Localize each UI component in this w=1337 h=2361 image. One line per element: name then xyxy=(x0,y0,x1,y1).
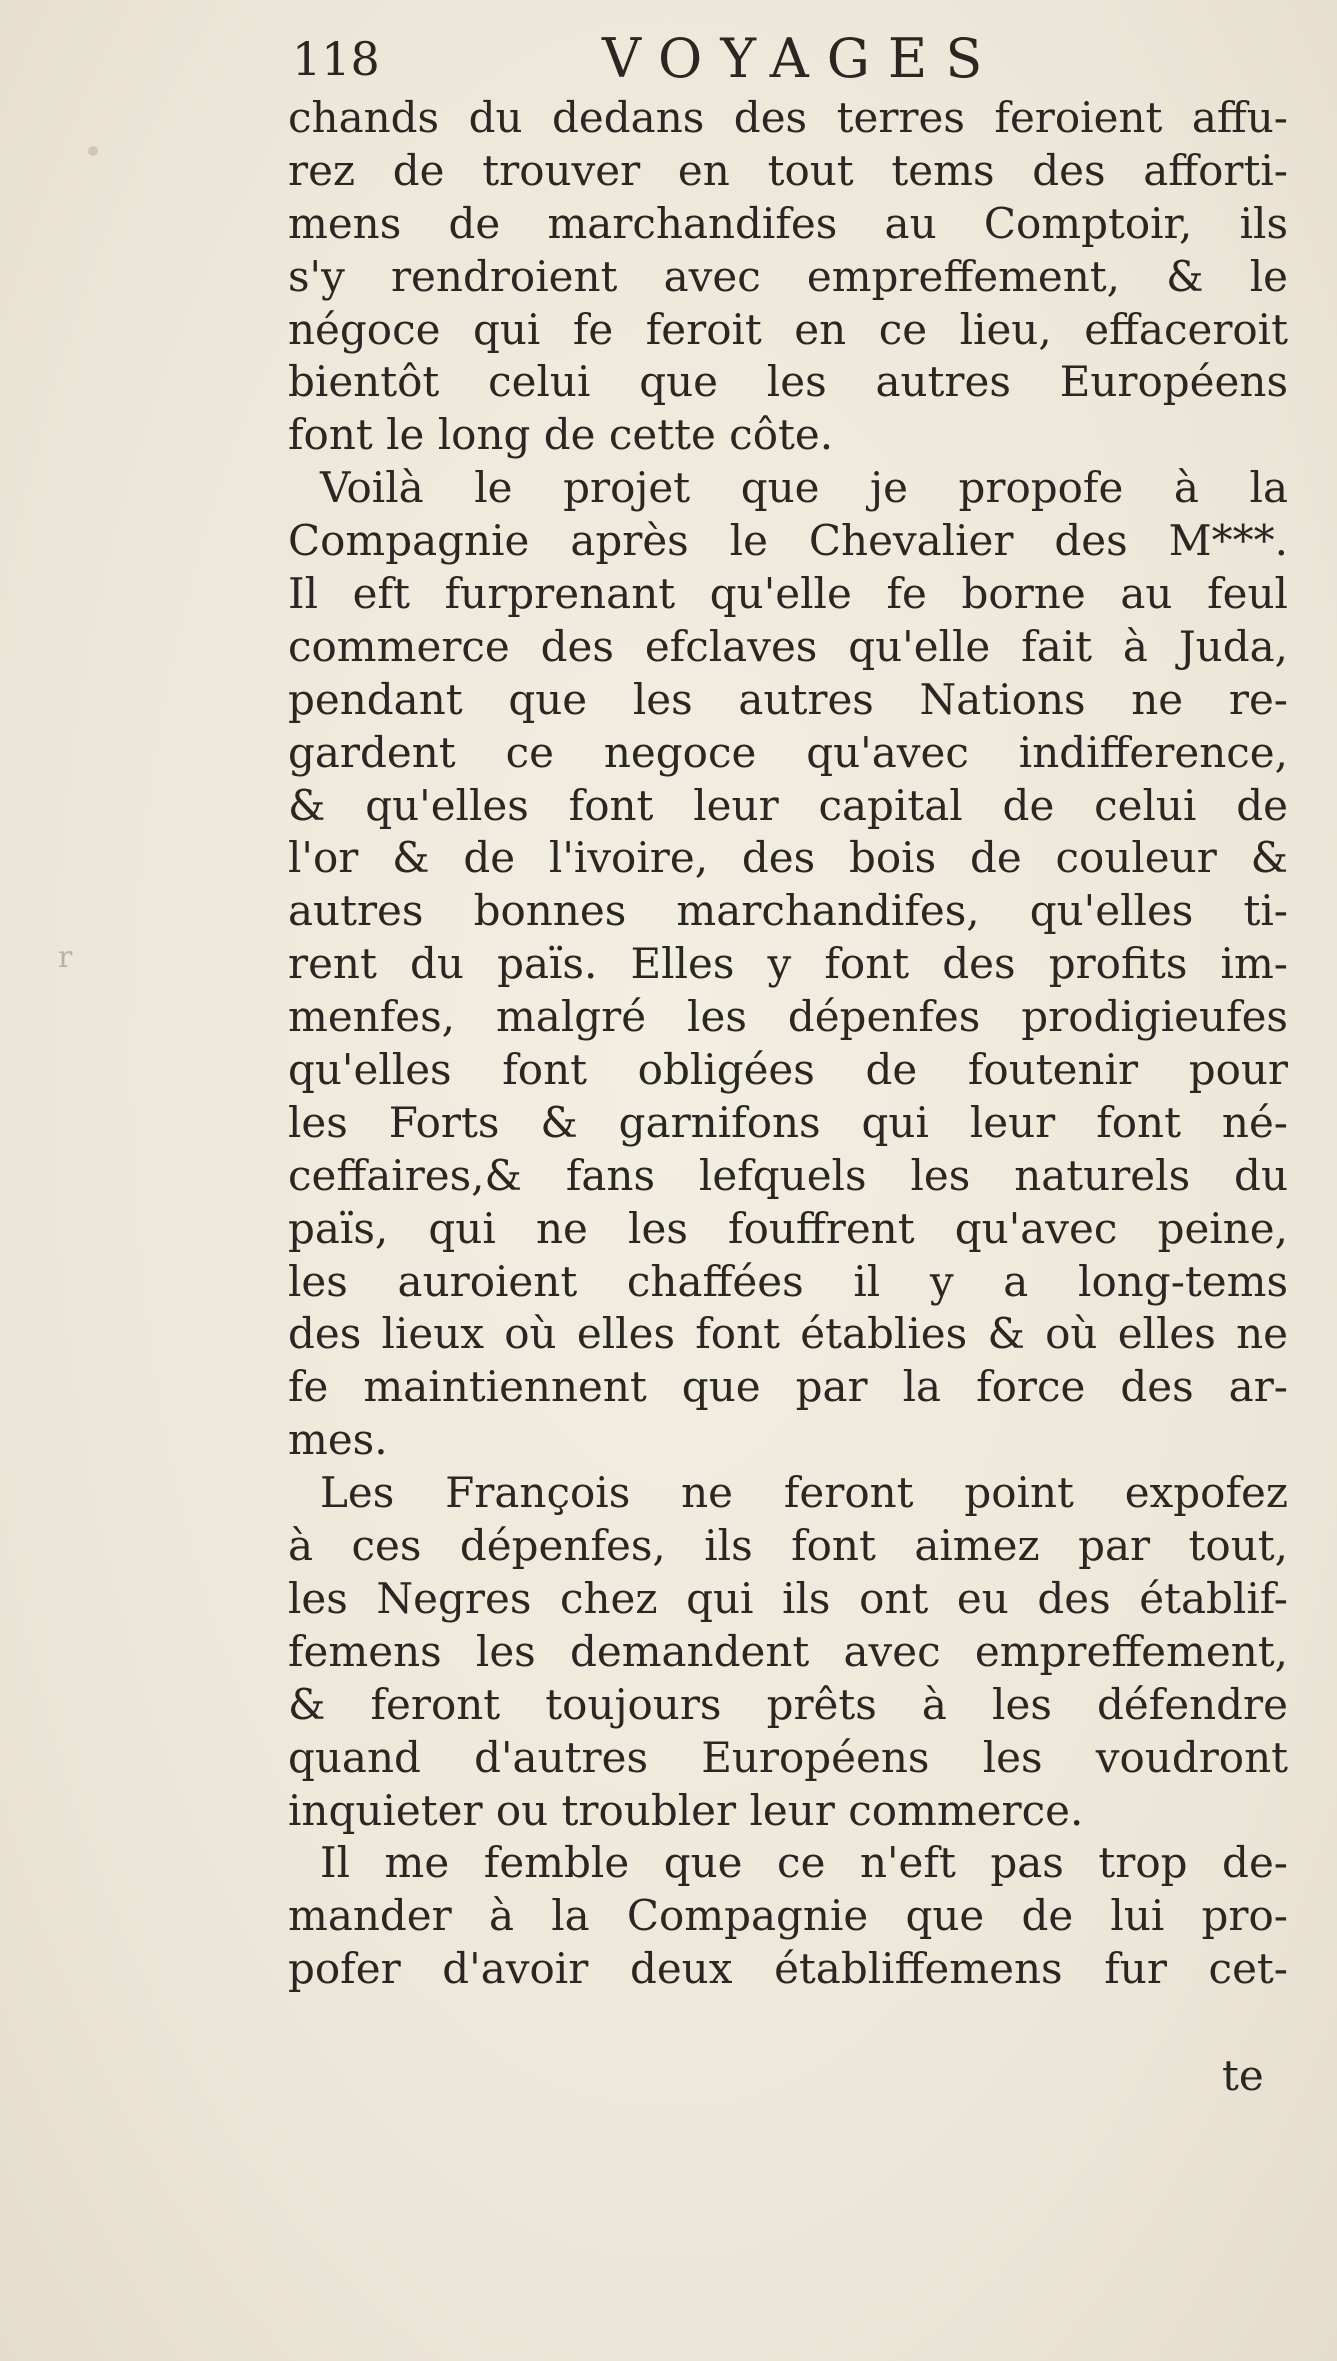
text-line: mens de marchandifes au Comptoir, ils xyxy=(288,198,1288,248)
text-line: ceffaires,& fans lefquels les naturels du xyxy=(288,1150,1288,1200)
paper-spot xyxy=(88,146,98,156)
running-title: VOYAGES xyxy=(602,27,1001,90)
text-line: font le long de cette côte. xyxy=(288,410,834,460)
text-line: commerce des efclaves qu'elle fait à Juda, xyxy=(288,621,1288,671)
text-line: Les François ne feront point expofez xyxy=(320,1468,1288,1518)
text-line: Il me femble que ce n'eft pas trop de- xyxy=(320,1838,1288,1888)
text-line: qu'elles font obligées de foutenir pour xyxy=(288,1045,1288,1095)
page-number: 118 xyxy=(292,32,380,86)
text-line: les auroient chaffées il y a long-tems xyxy=(288,1256,1288,1306)
text-line: s'y rendroient avec empreffement, & le xyxy=(288,251,1288,301)
text-line: autres bonnes marchandifes, qu'elles ti- xyxy=(288,886,1288,936)
text-line: gardent ce negoce qu'avec indifference, xyxy=(288,727,1288,777)
text-line: Compagnie après le Chevalier des M***. xyxy=(288,516,1288,566)
text-line: à ces dépenfes, ils font aimez par tout, xyxy=(288,1521,1288,1571)
text-line: rez de trouver en tout tems des afforti- xyxy=(288,145,1288,195)
text-line: mes. xyxy=(288,1415,388,1465)
text-line: chands du dedans des terres feroient affu- xyxy=(288,93,1288,142)
text-line: les Negres chez qui ils ont eu des établif- xyxy=(288,1573,1288,1623)
text-line: quand d'autres Européens les voudront xyxy=(288,1732,1288,1782)
text-line: les Forts & garnifons qui leur font né- xyxy=(288,1097,1288,1147)
text-line: des lieux où elles font établies & où elles ne xyxy=(288,1309,1288,1359)
text-line: païs, qui ne les fouffrent qu'avec peine, xyxy=(288,1203,1288,1253)
text-line: négoce qui fe feroit en ce lieu, effaceroit xyxy=(288,304,1288,354)
text-line: mander à la Compagnie que de lui pro- xyxy=(288,1891,1288,1941)
text-line: bientôt celui que les autres Européens xyxy=(288,357,1288,407)
text-line: pofer d'avoir deux établiffemens fur cet- xyxy=(288,1944,1288,1994)
catchword: te xyxy=(1222,2051,1264,2100)
page-header xyxy=(292,24,1192,94)
text-line: l'or & de l'ivoire, des bois de couleur & xyxy=(288,833,1288,883)
text-line: rent du païs. Elles y font des profits im- xyxy=(288,939,1288,989)
text-line: Voilà le projet que je propofe à la xyxy=(320,463,1288,513)
text-line: pendant que les autres Nations ne re- xyxy=(288,674,1288,724)
margin-mark: r xyxy=(58,940,73,975)
text-line: inquieter ou troubler leur commerce. xyxy=(288,1785,1084,1835)
body-text xyxy=(288,92,1288,1996)
text-line: femens les demandent avec empreffement, xyxy=(288,1626,1288,1676)
text-line: Il eft furprenant qu'elle fe borne au feul xyxy=(288,569,1288,619)
text-line: & qu'elles font leur capital de celui de xyxy=(288,780,1288,830)
text-line: fe maintiennent que par la force des ar- xyxy=(288,1362,1288,1412)
text-line: menfes, malgré les dépenfes prodigieufes xyxy=(288,992,1288,1042)
text-line: & feront toujours prêts à les défendre xyxy=(288,1679,1288,1729)
